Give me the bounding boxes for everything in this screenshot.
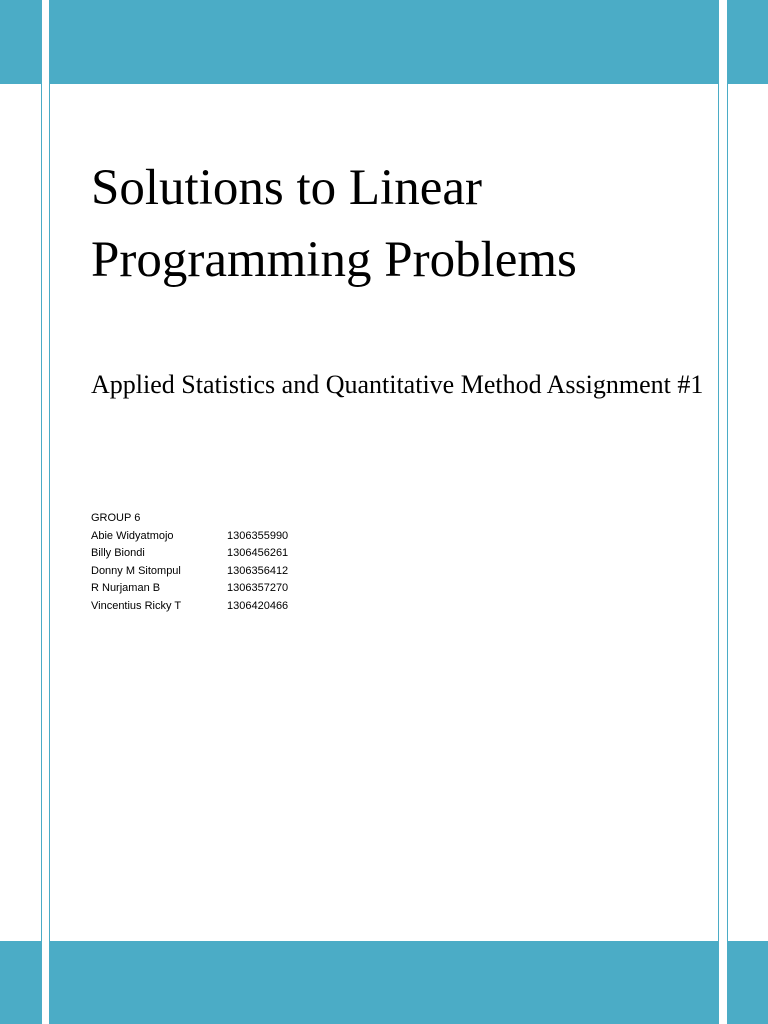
- member-name: Vincentius Ricky T: [91, 599, 182, 612]
- member-id: 1306357270: [227, 582, 289, 594]
- member-name: Donny M Sitompul: [91, 564, 181, 577]
- member-id: 1306456261: [227, 547, 289, 559]
- member-row: [91, 545, 288, 563]
- member-id: 1306355990: [227, 529, 289, 542]
- member-row: [91, 528, 288, 546]
- member-name: Abie Widyatmojo: [91, 529, 174, 542]
- frame-line-right-outer: [727, 0, 728, 1024]
- group-label: GROUP 6: [91, 512, 141, 524]
- bottom-band-right: [727, 941, 768, 1024]
- member-row: [91, 598, 288, 616]
- frame-line-left-outer: [41, 0, 42, 1024]
- frame-line-left-inner: [49, 0, 50, 1024]
- member-name: R Nurjaman B: [91, 582, 161, 594]
- member-name: Billy Biondi: [91, 547, 145, 559]
- member-id: 1306420466: [227, 599, 289, 612]
- member-id: 1306356412: [227, 564, 289, 577]
- document-title: Solutions to Linear Programming Problems: [91, 160, 577, 288]
- group-members-block: [91, 510, 288, 615]
- top-band-right: [727, 0, 768, 84]
- top-band-left: [0, 0, 41, 84]
- member-row: [91, 580, 288, 598]
- bottom-band-left: [0, 941, 41, 1024]
- bottom-band: [49, 941, 718, 1024]
- top-band: [49, 0, 718, 84]
- frame-line-right-inner: [718, 0, 719, 1024]
- document-subtitle: Applied Statistics and Quantitative Method Assignment #1: [91, 370, 704, 399]
- member-row: [91, 563, 288, 581]
